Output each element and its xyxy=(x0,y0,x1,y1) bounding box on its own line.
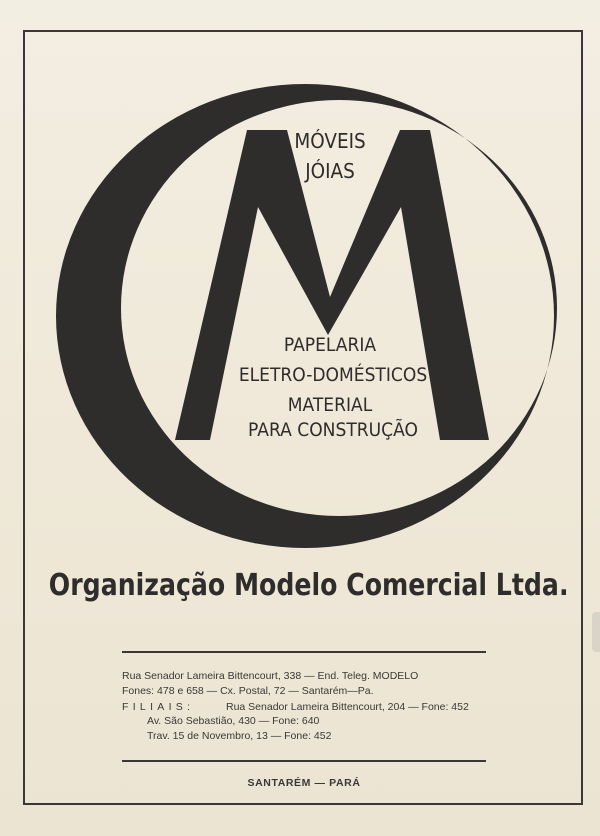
logo-text-material: MATERIAL xyxy=(287,394,373,416)
logo-text-joias: JÓIAS xyxy=(305,159,355,183)
logo-text-moveis: MÓVEIS xyxy=(294,129,366,153)
filial-address-3: Trav. 15 de Novembro, 13 — Fone: 452 xyxy=(147,730,332,742)
divider-top xyxy=(122,651,486,653)
address-line-main: Rua Senador Lameira Bittencourt, 338 — End. Teleg. MODELO xyxy=(122,670,419,682)
logo-text-eletro-domesticos: ELETRO-DOMÉSTICOS xyxy=(238,364,428,386)
filial-address-1: Rua Senador Lameira Bittencourt, 204 — Fone: 452 xyxy=(226,701,469,713)
filial-address-2: Av. São Sebastião, 430 — Fone: 640 xyxy=(147,715,320,727)
filiais-label: FILIAIS: xyxy=(122,701,195,713)
logo-text-papelaria: PAPELARIA xyxy=(283,334,377,356)
address-line-phones: Fones: 478 e 658 — Cx. Postal, 72 — Santarém—Pa. xyxy=(122,685,374,697)
circle-c-mark xyxy=(56,84,557,548)
page-edge-tab xyxy=(592,612,600,652)
logo-text-para-construcao: PARA CONSTRUÇÃO xyxy=(248,419,418,441)
divider-bottom xyxy=(122,760,486,762)
company-name-heading: Organização Modelo Comercial Ltda. xyxy=(48,568,569,603)
footer-city-label: SANTARÉM — PARÁ xyxy=(247,777,361,789)
